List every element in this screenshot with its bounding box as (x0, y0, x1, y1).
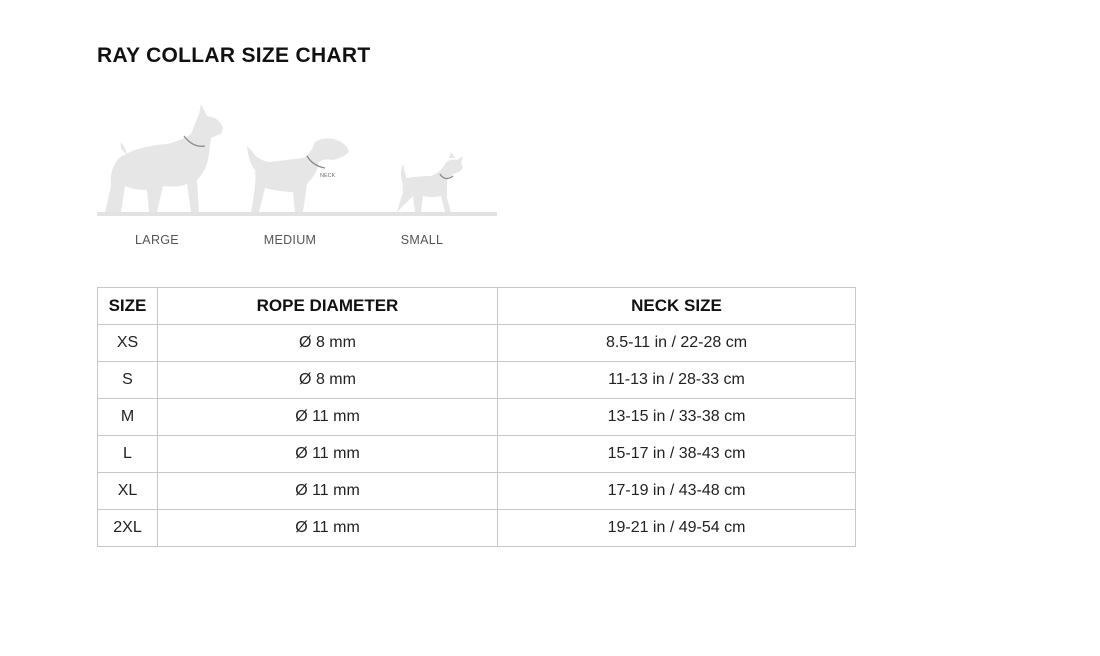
neck-size-cell: 15-17 in / 38-43 cm (498, 436, 856, 473)
large-dog-silhouette (105, 104, 223, 212)
header-neck-size: NECK SIZE (498, 288, 856, 325)
neck-size-cell: 11-13 in / 28-33 cm (498, 362, 856, 399)
table-row (98, 399, 856, 436)
neck-size-cell: 17-19 in / 43-48 cm (498, 473, 856, 510)
rope-diameter-cell: Ø 11 mm (158, 436, 498, 473)
size-cell: M (98, 399, 158, 436)
ground-line (97, 212, 497, 216)
table-row (98, 436, 856, 473)
size-cell: L (98, 436, 158, 473)
rope-diameter-cell: Ø 11 mm (158, 510, 498, 547)
table-row (98, 473, 856, 510)
neck-size-cell: 19-21 in / 49-54 cm (498, 510, 856, 547)
rope-diameter-cell: Ø 8 mm (158, 362, 498, 399)
dog-label-large: LARGE (135, 233, 179, 247)
neck-size-cell: 13-15 in / 33-38 cm (498, 399, 856, 436)
table-row (98, 510, 856, 547)
size-chart-table (97, 287, 856, 547)
dog-label-small: SMALL (400, 233, 444, 247)
table-row (98, 362, 856, 399)
size-cell: 2XL (98, 510, 158, 547)
header-rope-diameter: ROPE DIAMETER (158, 288, 498, 325)
size-cell: XL (98, 473, 158, 510)
table-header-row (98, 288, 856, 325)
rope-diameter-cell: Ø 8 mm (158, 325, 498, 362)
page-title: RAY COLLAR SIZE CHART (97, 44, 371, 67)
neck-size-cell: 8.5-11 in / 22-28 cm (498, 325, 856, 362)
dog-silhouettes-graphic (97, 100, 499, 220)
neck-label: NECK (320, 173, 336, 179)
header-size: SIZE (98, 288, 158, 325)
size-cell: S (98, 362, 158, 399)
rope-diameter-cell: Ø 11 mm (158, 473, 498, 510)
dog-label-medium: MEDIUM (263, 233, 317, 247)
size-cell: XS (98, 325, 158, 362)
rope-diameter-cell: Ø 11 mm (158, 399, 498, 436)
small-dog-silhouette (397, 152, 463, 212)
dog-size-illustration (97, 100, 499, 255)
table-row (98, 325, 856, 362)
